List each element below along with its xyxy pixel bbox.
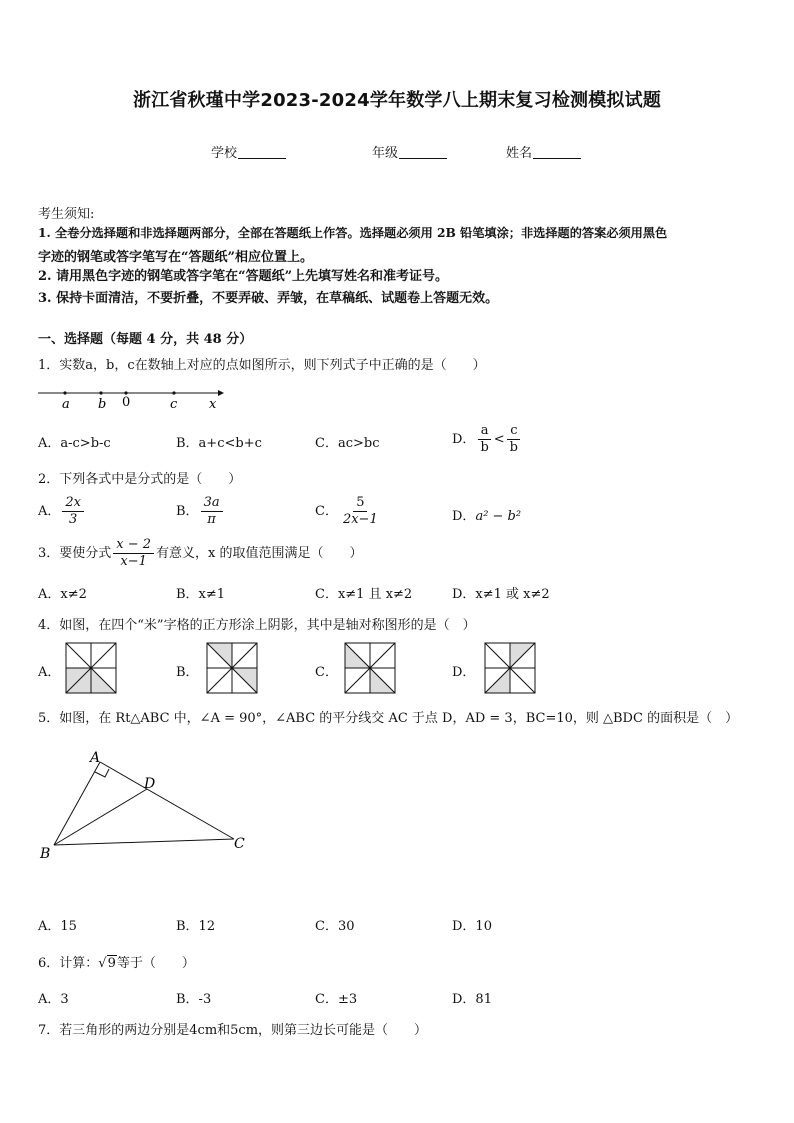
school-field[interactable]: 学校	[211, 142, 286, 161]
q3-stem: 3．要使分式 $\frac{x - 2}{x-1}$ 有意义，x 的取值范围满足（ ）	[38, 537, 363, 569]
mi-grid-c	[345, 643, 395, 693]
notice-item-1: 1. 全卷分选择题和非选择题两部分，全部在答题纸上作答。选择题必须用 2B 铅笔填涂；非选择题的答案必须用黑色	[38, 226, 668, 240]
q3-option-d[interactable]: D．x≠1 或 x≠2	[452, 587, 550, 602]
q4-option-d[interactable]: D．	[452, 665, 476, 680]
q2-option-b[interactable]: B． $\frac{3a}{\pi}$	[176, 495, 225, 528]
q2-stem: 2．下列各式中是分式的是（ ）	[38, 472, 242, 487]
axis-label-zero: 0	[122, 395, 131, 410]
q3-option-b[interactable]: B．x≠1	[176, 587, 226, 602]
vertex-label-a: A	[90, 750, 101, 766]
q1-option-a[interactable]: A．a-c>b-c	[38, 436, 111, 451]
axis-label-x: x	[209, 397, 217, 412]
notice-item-3: 3. 保持卡面清洁，不要折叠，不要弄破、弄皱，在草稿纸、试题卷上答题无效。	[38, 291, 499, 306]
q4-stem: 4．如图，在四个“米”字格的正方形涂上阴影，其中是轴对称图形的是（ ）	[38, 618, 476, 633]
q2-option-d[interactable]: D．a² − b²	[452, 509, 522, 524]
q5-option-d[interactable]: D．10	[452, 919, 492, 934]
vertex-label-c: C	[234, 836, 245, 852]
q7-stem: 7．若三角形的两边分别是4cm和5cm，则第三边长可能是（ ）	[38, 1023, 428, 1038]
q5-option-b[interactable]: B．12	[176, 919, 216, 934]
q1-stem: 1．实数a，b，c在数轴上对应的点如图所示，则下列式子中正确的是（ ）	[38, 358, 486, 373]
q1-option-b[interactable]: B．a+c<b+c	[176, 436, 262, 451]
q3-option-a[interactable]: A．x≠2	[38, 587, 87, 602]
q6-option-c[interactable]: C．±3	[315, 992, 358, 1007]
notice-item-2: 2. 请用黑色字迹的钢笔或答字笔在“答题纸”上先填写姓名和准考证号。	[38, 269, 449, 284]
page-title: 浙江省秋瑾中学2023-2024学年数学八上期末复习检测模拟试题	[132, 90, 662, 111]
q4-option-c[interactable]: C．	[315, 665, 338, 680]
mi-grid-b	[207, 643, 257, 693]
notice-heading: 考生须知:	[38, 207, 95, 222]
axis-label-b: b	[98, 397, 107, 412]
mi-grid-a	[66, 643, 116, 693]
q5-option-c[interactable]: C．30	[315, 919, 355, 934]
q5-option-a[interactable]: A．15	[38, 919, 77, 934]
q4-option-b[interactable]: B．	[176, 665, 199, 680]
section-heading: 一、选择题（每题 4 分，共 48 分）	[38, 332, 253, 347]
mi-grid-d	[485, 643, 535, 693]
q5-stem: 5．如图，在 Rt△ABC 中，∠A = 90°，∠ABC 的平分线交 AC 于点 D，AD = 3，BC=10，则 △BDC 的面积是（ ）	[38, 711, 739, 726]
q4-option-a[interactable]: A．	[38, 665, 61, 680]
q6-option-d[interactable]: D．81	[452, 992, 492, 1007]
notice-item-1-cont: 字迹的钢笔或答字笔写在“答题纸”相应位置上。	[38, 250, 313, 265]
q6-option-b[interactable]: B．-3	[176, 992, 212, 1007]
vertex-label-d: D	[144, 776, 156, 792]
axis-label-a: a	[62, 397, 70, 412]
q2-option-c[interactable]: C． $\frac{5}{2x-1}$	[315, 495, 378, 527]
q1-option-d[interactable]: D． $\frac{a}{b}$ < $\frac{c}{b}$	[452, 423, 523, 456]
q1-option-c[interactable]: C．ac>bc	[315, 436, 380, 451]
q3-option-c[interactable]: C．x≠1 且 x≠2	[315, 587, 413, 602]
vertex-label-b: B	[40, 846, 51, 862]
name-field[interactable]: 姓名	[506, 142, 581, 161]
axis-label-c: c	[170, 397, 178, 412]
q2-option-a[interactable]: A． $\frac{2x}{3}$	[38, 495, 86, 528]
grade-field[interactable]: 年级	[372, 142, 447, 161]
number-line	[38, 384, 228, 414]
q6-option-a[interactable]: A．3	[38, 992, 69, 1007]
triangle-figure	[38, 745, 258, 865]
q6-stem: 6．计算：√9等于（ ）	[38, 956, 195, 971]
sqrt-icon: √	[98, 956, 107, 971]
